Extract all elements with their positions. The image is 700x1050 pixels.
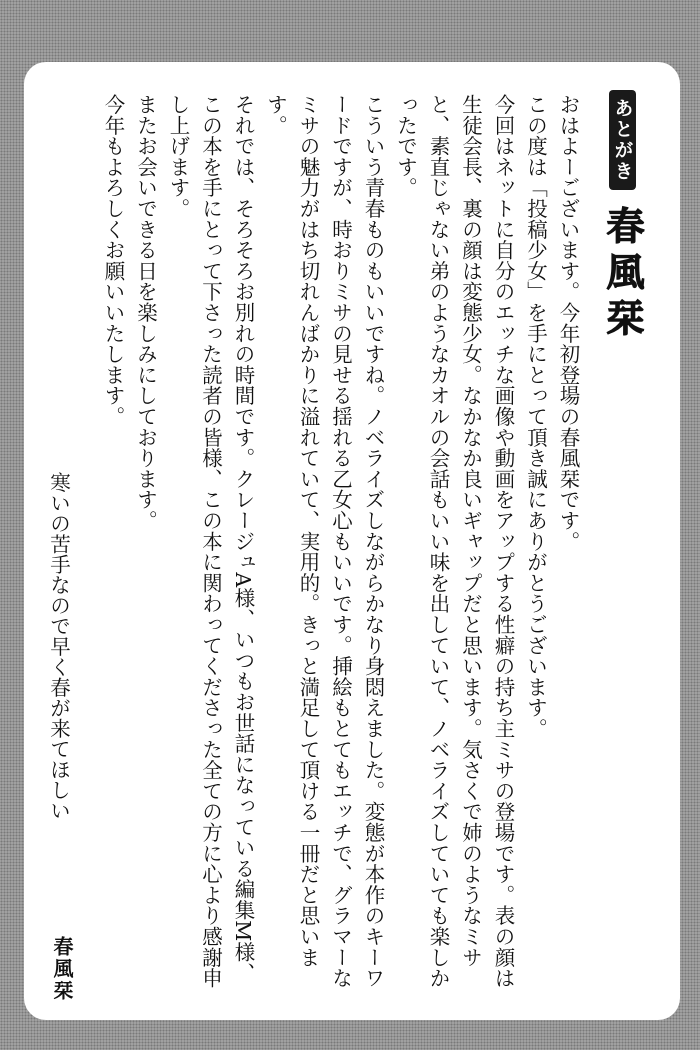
closing-remark <box>42 472 75 1012</box>
paragraph: こういう青春ものもいいですね。ノベライズしながらかなり身悶えました。変態が本作のキーワードですが、時おりミサの見せる揺れる乙女心もいいです。挿絵もとてもエッチで、グラマーなミサの魅力がはち切れんばかりに溢れていて、実用的。きっと満足して頂ける一冊だと思います。 <box>263 94 385 989</box>
afterword-page <box>24 62 680 1020</box>
paragraph: 今年もよろしくお願いいたします。 <box>101 94 125 427</box>
paragraph: それでは、そろそろお別れの時間です。クレージュA様、いつもお世話になっている編集M様、この本を手にとって下さった読者の皆様、この本に関わってくださった全ての方に心より感謝申し上げます。 <box>166 94 255 989</box>
title-block <box>592 90 652 344</box>
author-name: 春風栞 <box>600 206 644 344</box>
afterword-body <box>97 94 585 999</box>
signature: 春風栞 <box>50 936 74 1002</box>
paragraph: この度は「投稿少女」を手にとって頂き誠にありがとうございます。 <box>523 94 548 739</box>
paragraph: 今回はネットに自分のエッチな画像や動画をアップする性癖の持ち主ミサの登場です。表の顔は生徒会長、裏の顔は変態少女。なかなか良いギャップだと思います。気さくで姉のようなミサと、素直じゃない弟のようなカオルの会話もいい味を出していて、ノベライズしていても楽しかったです。 <box>393 94 515 989</box>
paragraph: おはよーございます。今年初登場の春風栞です。 <box>556 94 580 552</box>
afterword-label: あとがき <box>609 90 636 190</box>
closing-line: 寒いの苦手なので早く春が来てほしい <box>46 472 71 821</box>
paragraph: またお会いできる日を楽しみにしております。 <box>133 94 158 531</box>
